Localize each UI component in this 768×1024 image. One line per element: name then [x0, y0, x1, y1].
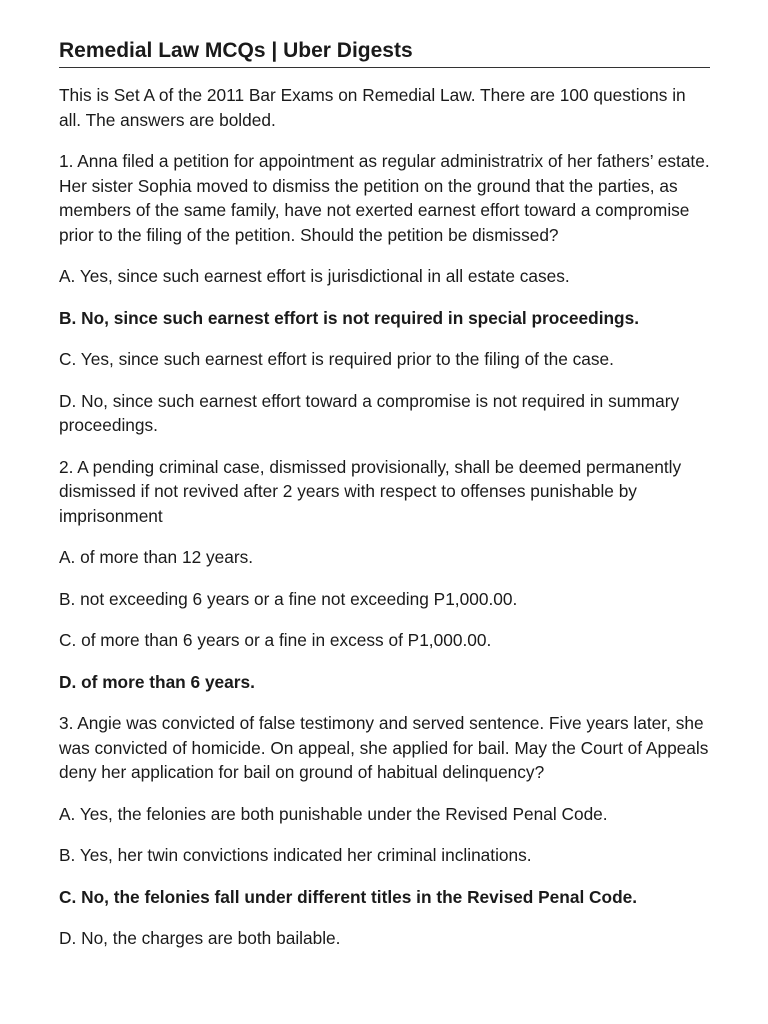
- question-1: [59, 149, 710, 438]
- intro-paragraph: This is Set A of the 2011 Bar Exams on Remedial Law. There are 100 questions in all. The answers are bolded.: [59, 85, 686, 130]
- option-a: A. of more than 12 years.: [59, 547, 254, 567]
- question-text: 2. A pending criminal case, dismissed provisionally, shall be deemed permanently dismissed if not revived after 2 years with respect to offenses punishable by imprisonment: [59, 456, 682, 526]
- option-a: A. Yes, since such earnest effort is jurisdictional in all estate cases.: [59, 266, 570, 286]
- option-c: C. Yes, since such earnest effort is required prior to the filing of the case.: [59, 349, 614, 369]
- question-2: [59, 455, 710, 695]
- option-b: B. Yes, her twin convictions indicated her criminal inclinations.: [59, 845, 532, 865]
- question-text: 3. Angie was convicted of false testimony and served sentence. Five years later, she was convicted of homicide. On appeal, she applied for bail. May the Court of Appeals deny her application for bail on ground of habitual delinquency?: [59, 713, 709, 782]
- option-c: C. No, the felonies fall under different titles in the Revised Penal Code.: [59, 886, 638, 907]
- option-c: C. of more than 6 years or a fine in excess of P1,000.00.: [59, 630, 492, 650]
- option-b: B. not exceeding 6 years or a fine not exceeding P1,000.00.: [59, 588, 518, 609]
- option-d: D. No, since such earnest effort toward a compromise is not required in summary proceedings.: [59, 390, 680, 435]
- option-d: D. of more than 6 years.: [59, 671, 255, 692]
- option-a: A. Yes, the felonies are both punishable under the Revised Penal Code.: [59, 803, 608, 824]
- question-3: [59, 711, 710, 951]
- question-text: 1. Anna filed a petition for appointment as regular administratrix of her fathers’ estate. Her sister Sophia moved to dismiss the petition on the ground that the parties, as members of the same family, have not exerted earnest effort toward a compromise prior to the filing of the petition. Should the petition be dismissed?: [59, 151, 710, 245]
- page-title: Remedial Law MCQs | Uber Digests: [59, 38, 710, 68]
- option-d: D. No, the charges are both bailable.: [59, 928, 341, 948]
- option-b: B. No, since such earnest effort is not required in special proceedings.: [59, 307, 640, 328]
